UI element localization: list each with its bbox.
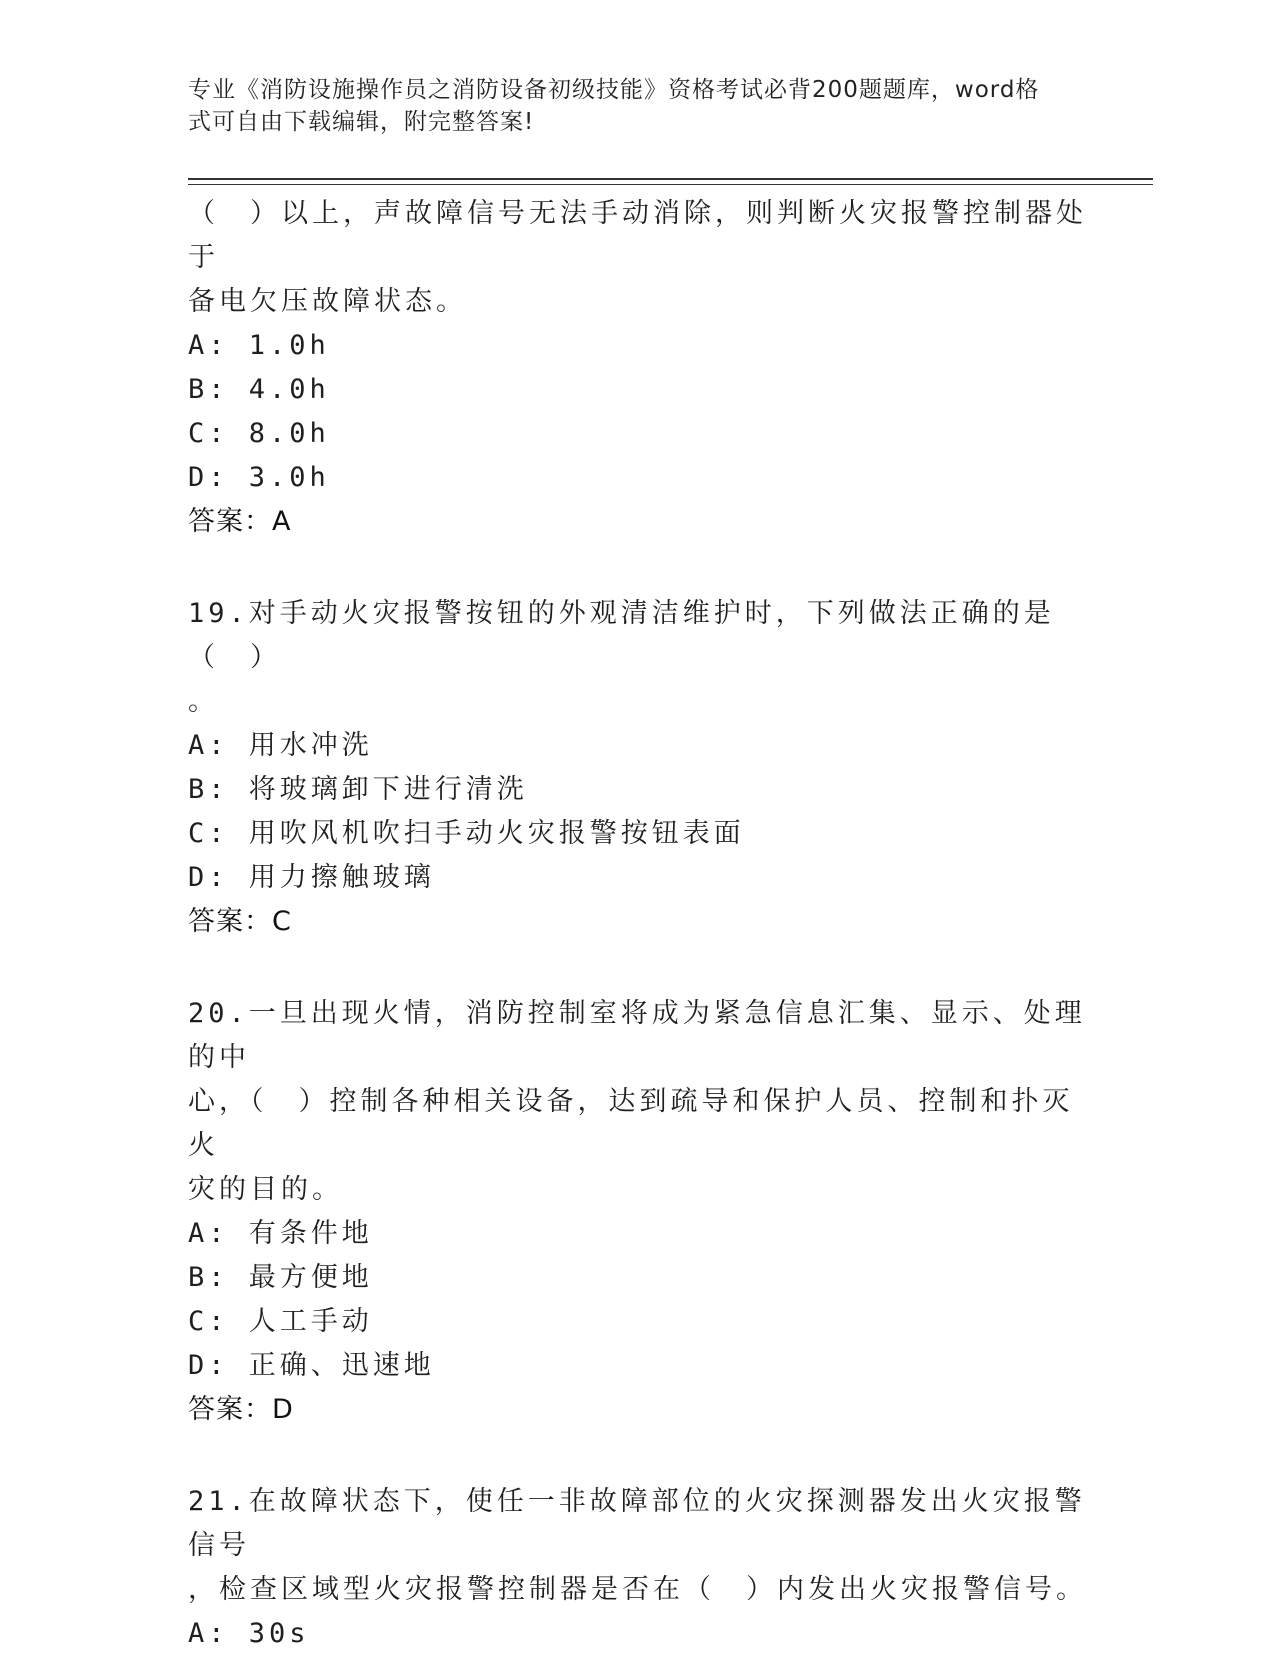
question-20-option-c: C: 人工手动 xyxy=(188,1306,373,1337)
question-18 xyxy=(188,192,1088,544)
question-spacer xyxy=(188,544,1088,592)
question-19-option-b: B: 将玻璃卸下进行清洗 xyxy=(188,774,528,805)
question-19 xyxy=(188,592,1088,944)
question-19-option-c: C: 用吹风机吹扫手动火灾报警按钮表面 xyxy=(188,818,745,849)
question-20-option-d: D: 正确、迅速地 xyxy=(188,1350,435,1381)
question-20 xyxy=(188,992,1088,1432)
question-21 xyxy=(188,1480,1088,1656)
question-18-option-d: D: 3.0h xyxy=(188,462,330,493)
question-20-option-a: A: 有条件地 xyxy=(188,1218,373,1249)
question-18-stem-line-1: （ ）以上，声故障信号无法手动消除，则判断火灾报警控制器处于 xyxy=(188,198,1087,273)
question-18-answer: 答案：A xyxy=(188,506,292,537)
question-20-stem-line-3: 灾的目的。 xyxy=(188,1174,343,1205)
document-header xyxy=(188,74,1068,138)
question-18-option-c: C: 8.0h xyxy=(188,418,330,449)
question-18-option-b: B: 4.0h xyxy=(188,374,330,405)
question-spacer xyxy=(188,1432,1088,1480)
question-20-stem-line-2: 心，（ ）控制各种相关设备，达到疏导和保护人员、控制和扑灭火 xyxy=(188,1086,1074,1161)
question-20-answer: 答案：D xyxy=(188,1394,294,1425)
question-18-option-a: A: 1.0h xyxy=(188,330,330,361)
question-19-answer: 答案：C xyxy=(188,906,292,937)
question-19-option-a: A: 用水冲洗 xyxy=(188,730,373,761)
header-divider-thick xyxy=(188,178,1153,180)
question-spacer xyxy=(188,944,1088,992)
question-19-stem-line-1: 19.对手动火灾报警按钮的外观清洁维护时，下列做法正确的是（ ） xyxy=(188,598,1055,673)
question-18-stem-line-2: 备电欠压故障状态。 xyxy=(188,286,467,317)
question-20-stem-line-1: 20.一旦出现火情，消防控制室将成为紧急信息汇集、显示、处理的中 xyxy=(188,998,1086,1073)
question-19-option-d: D: 用力擦触玻璃 xyxy=(188,862,435,893)
header-title-line-2: 式可自由下载编辑，附完整答案! xyxy=(188,109,535,135)
header-divider-thin xyxy=(188,184,1153,185)
question-list xyxy=(188,192,1088,1656)
question-21-option-a: A: 30s xyxy=(188,1618,310,1649)
question-19-stem-line-2: 。 xyxy=(188,686,219,717)
question-21-stem-line-1: 21.在故障状态下，使任一非故障部位的火灾探测器发出火灾报警信号 xyxy=(188,1486,1086,1561)
question-20-option-b: B: 最方便地 xyxy=(188,1262,373,1293)
question-21-stem-line-2: ，检查区域型火灾报警控制器是否在（ ）内发出火灾报警信号。 xyxy=(188,1574,1087,1605)
header-title-line-1: 专业《消防设施操作员之消防设备初级技能》资格考试必背200题题库，word格 xyxy=(188,77,1040,103)
